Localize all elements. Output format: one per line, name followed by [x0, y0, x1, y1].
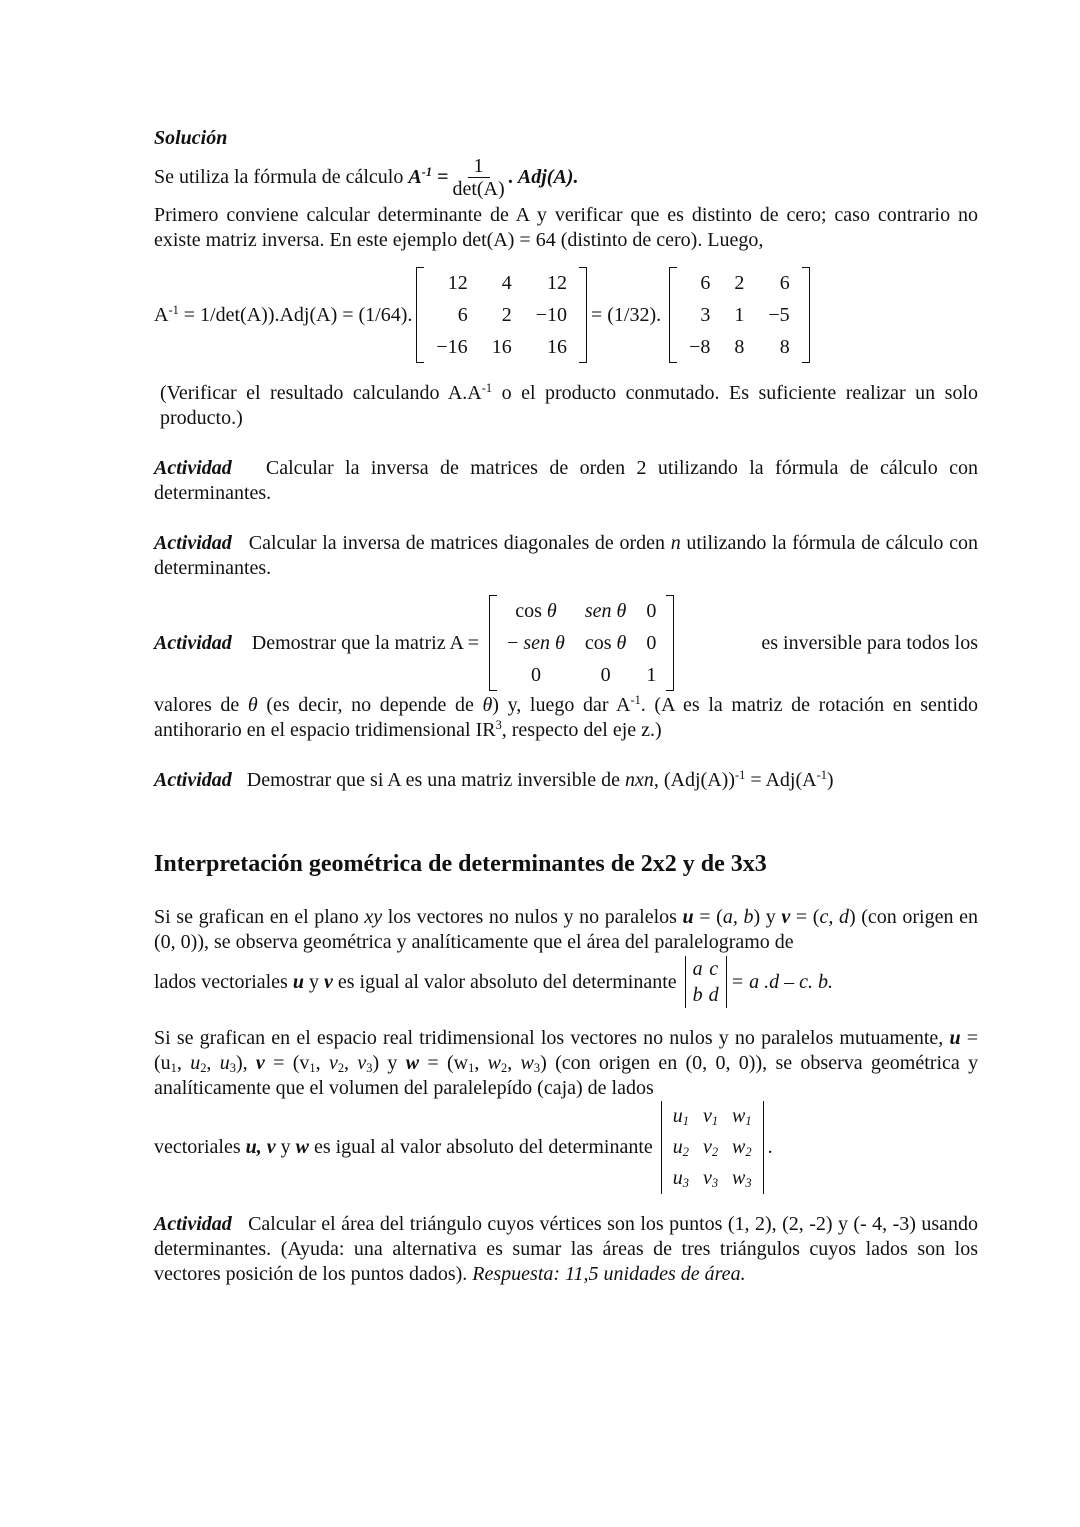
- det2-line: lados vectoriales u y v es igual al valor absoluto del determinante a c b d = a .d – c. b.: [154, 958, 834, 1006]
- result-matrix: [669, 267, 810, 363]
- activity-3-continuation: valores de θ (es decir, no depende de θ) y, luego dar $A^{-1}$. (A es la matriz de rotación en sentido antihorario en el espacio tridimensional $IR^3$, respecto del eje z.): [154, 693, 979, 741]
- matrix-cell: $v_1$: [702, 1105, 719, 1129]
- det2-result: = a .d – c. b.: [730, 970, 834, 993]
- matrix-row: [677, 331, 802, 363]
- matrix-row: [497, 595, 666, 627]
- matrix-row: [677, 299, 802, 331]
- matrix-cell: $u_3$: [672, 1167, 689, 1191]
- matrix-cell: 1: [734, 304, 745, 326]
- fraction-denominator: det(A): [452, 178, 505, 200]
- matrix-row: [424, 331, 579, 363]
- matrix-cell: 3: [700, 304, 711, 326]
- matrix-row: [424, 267, 579, 299]
- inverse-formula-line: [154, 155, 978, 200]
- matrix-cell: 12: [447, 272, 468, 294]
- matrix-cell: 1: [646, 664, 657, 686]
- matrix-cell: −5: [768, 304, 790, 326]
- activity-4: Actividad Demostrar que si A es una matriz inversible de nxn, $(Adj(A))^{-1} = Adj(A^{-1})$: [154, 768, 834, 791]
- matrix-cell: $u_2$: [672, 1136, 689, 1160]
- one-over-det-fraction: [452, 155, 504, 200]
- matrix-cell: 8: [734, 336, 745, 358]
- inverse-matrix-equation: [154, 267, 978, 363]
- activity-5: Actividad Calcular el área del triángulo cuyos vértices son los puntos (1, 2), (2, -2) y (- 4, -3) usando determinantes. (Ayuda: una alternativa es sumar las áreas de tres triángulos cuyos lados son los vectores posición de los puntos dados). Respuesta: 11,5 unidades de área.: [154, 1213, 979, 1285]
- matrix-cell: 2: [734, 272, 745, 294]
- section-paragraph-2: Si se grafican en el espacio real tridimensional los vectores no nulos y no paralelos mutuamente, $u = (u_1$, $u_2$, $u_3$), $v = (v_1$, $v_2$, $v_3$) y $w = (w_1$, $w_2$, $w_3$) (con origen en (0, 0, 0)), se observa geométrica y analíticamente que el volumen del paralelepído (caja) de lados: [154, 1027, 979, 1099]
- matrix-cell: $v_2$: [702, 1136, 719, 1160]
- matrix-row: [690, 956, 722, 982]
- solution-heading: Solución: [154, 127, 228, 149]
- inverse-symbol: $A^{-1}$ =: [408, 165, 449, 188]
- matrix-row: [666, 1132, 759, 1163]
- activity-2: Actividad Calcular la inversa de matrices diagonales de orden n utilizando la fórmula de cálculo con determinantes.: [154, 532, 978, 579]
- activity-1: Actividad Calcular la inversa de matrices de orden 2 utilizando la fórmula de cálculo con determinantes.: [154, 457, 978, 504]
- document-page: [154, 126, 978, 1287]
- matrix-cell: $w_3$: [732, 1167, 752, 1191]
- matrix-cell: 16: [491, 336, 512, 358]
- matrix-cell: b: [692, 984, 703, 1006]
- det3-period: .: [767, 1136, 773, 1158]
- matrix-cell: −10: [535, 304, 567, 326]
- activity-3-tail: es inversible para todos los: [761, 631, 978, 654]
- matrix-cell: 0: [646, 600, 657, 622]
- adj-tail: . Adj(A).: [508, 166, 579, 188]
- activity-3-matrix-line: [154, 595, 978, 691]
- matrix-cell: $v_3$: [702, 1167, 719, 1191]
- det-2x2: [685, 956, 727, 1008]
- equation-middle: = (1/32).: [590, 303, 662, 326]
- matrix-cell: a: [692, 958, 703, 980]
- matrix-cell: − sen θ: [507, 632, 565, 654]
- section-title: Interpretación geométrica de determinantes de 2x2 y de 3x3: [154, 851, 767, 877]
- matrix-cell: 0: [530, 664, 541, 686]
- adjugate-matrix: [416, 267, 587, 363]
- matrix-cell: c: [709, 958, 719, 980]
- matrix-row: [677, 267, 802, 299]
- matrix-row: [497, 627, 666, 659]
- det-3x3: [661, 1101, 764, 1194]
- matrix-cell: 6: [779, 272, 790, 294]
- activity-3-lead: Actividad Demostrar que la matriz A = cos θ sen θ 0 − sen θ cos θ 0 0 0 1: [154, 595, 678, 691]
- section-paragraph-1: Si se grafican en el plano xy los vectores no nulos y no paralelos u = (a, b) y v = (c, d) (con origen en (0, 0)), se observa geométrica y analíticamente que el área del paralelogramo de: [154, 906, 978, 953]
- fraction-numerator: 1: [468, 155, 490, 178]
- matrix-cell: cos θ: [515, 600, 557, 622]
- matrix-cell: cos θ: [584, 632, 627, 654]
- matrix-cell: d: [708, 984, 719, 1006]
- matrix-row: [497, 659, 666, 691]
- det3-line: vectoriales u, v y w es igual al valor absoluto del determinante $u_1$ $v_1$ $w_1$ $u_2$ $v_2$ $w_2$ $u_3$ $v_3$ $w_3$ .: [154, 1101, 978, 1194]
- matrix-cell: $w_1$: [732, 1105, 752, 1129]
- matrix-cell: $u_1$: [672, 1105, 689, 1129]
- verify-note: (Verificar el resultado calculando $A.A^{-1}$ o el producto conmutado. Es suficiente realizar un solo producto.): [160, 381, 979, 429]
- matrix-cell: 6: [700, 272, 711, 294]
- matrix-row: [666, 1163, 759, 1194]
- matrix-row: [690, 982, 722, 1008]
- formula-intro: Se utiliza la fórmula de cálculo: [154, 166, 404, 188]
- rotation-matrix: [489, 595, 674, 691]
- matrix-cell: $w_2$: [732, 1136, 752, 1160]
- matrix-cell: 4: [501, 272, 512, 294]
- matrix-cell: 8: [779, 336, 790, 358]
- matrix-cell: −16: [436, 336, 468, 358]
- equation-lhs: $A^{-1} = 1/\det(A)).Adj(A) = (1/64)$.: [154, 302, 413, 326]
- matrix-cell: 12: [546, 272, 567, 294]
- matrix-row: [666, 1101, 759, 1132]
- matrix-cell: sen θ: [584, 600, 627, 622]
- activity-5-answer: Respuesta: 11,5 unidades de área.: [472, 1263, 746, 1285]
- matrix-cell: 0: [646, 632, 657, 654]
- matrix-cell: 0: [600, 664, 611, 686]
- paragraph-determinant: Primero conviene calcular determinante de A y verificar que es distinto de cero; caso contrario no existe matriz inversa. En este ejemplo det(A) = 64 (distinto de cero). Luego,: [154, 204, 978, 251]
- matrix-cell: −8: [689, 336, 711, 358]
- matrix-cell: 6: [457, 304, 468, 326]
- matrix-row: [424, 299, 579, 331]
- matrix-cell: 16: [546, 336, 567, 358]
- matrix-cell: 2: [501, 304, 512, 326]
